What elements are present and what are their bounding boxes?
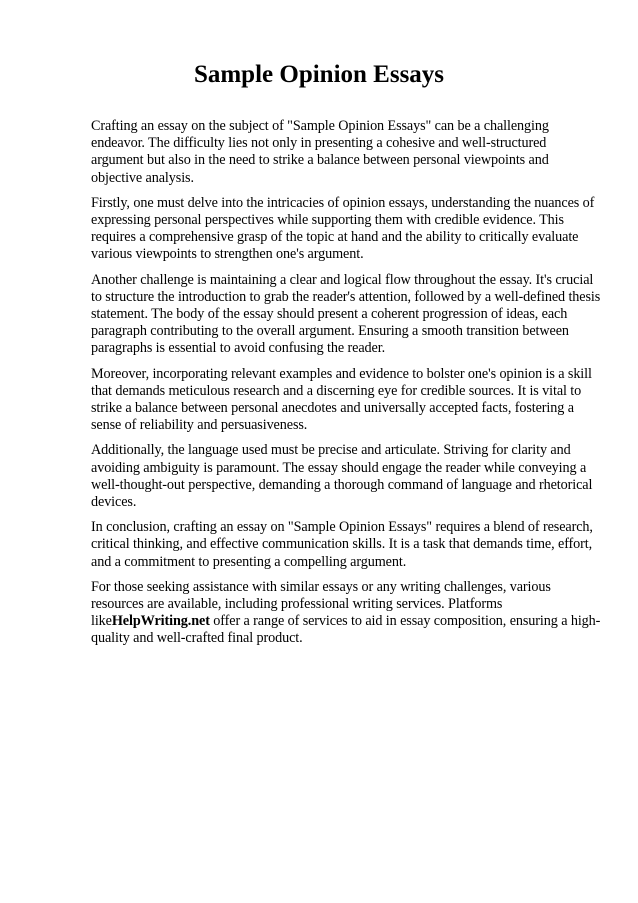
paragraph-7 (91, 579, 601, 648)
paragraph-4: Moreover, incorporating relevant examples and evidence to bolster one's opinion is a skill that demands meticulous research and a discerning eye for credible sources. It is vital to strike a balance between personal anecdotes and universally accepted facts, fostering a sense of reliability and persuasiveness. (91, 365, 592, 434)
paragraph-3: Another challenge is maintaining a clear and logical flow throughout the essay. It's crucial to structure the introduction to grab the reader's attention, followed by a well-defined thesis statement. The body of the essay should present a coherent progression of ideas, each paragraph contributing to the overall argument. Ensuring a smooth transition between paragraphs is essential to avoid confusing the reader. (91, 271, 601, 357)
paragraph-1: Crafting an essay on the subject of "Sample Opinion Essays" can be a challenging endeavor. The difficulty lies not only in presenting a cohesive and well-structured argument but also in the need to strike a balance between personal viewpoints and objective analysis. (91, 118, 549, 186)
paragraph-2: Firstly, one must delve into the intricacies of opinion essays, understanding the nuances of expressing personal perspectives while supporting them with credible evidence. This requires a comprehensive grasp of the topic at hand and the ability to critically evaluate various viewpoints to strengthen one's argument. (91, 194, 595, 263)
paragraph-6: In conclusion, crafting an essay on "Sample Opinion Essays" requires a blend of research, critical thinking, and effective communication skills. It is a task that demands time, effort, and a commitment to presenting a compelling argument. (91, 519, 593, 570)
page-title: Sample Opinion Essays (193, 61, 445, 88)
paragraph-5: Additionally, the language used must be precise and articulate. Striving for clarity and avoiding ambiguity is paramount. The essay should engage the reader while conveying a well-thought-out perspective, demanding a thorough command of language and rhetorical devices. (91, 442, 593, 511)
paragraph-7-intro: For those seeking assistance with similar essays or any writing challenges, various resources are available, including professional writing services. Platforms like (91, 578, 551, 630)
essay-body (91, 118, 601, 656)
helpwriting-link[interactable]: HelpWriting.net (111, 613, 210, 630)
paragraph-7-outro: offer a range of services to aid in essay composition, ensuring a high-quality and well-crafted final product. (91, 613, 601, 647)
